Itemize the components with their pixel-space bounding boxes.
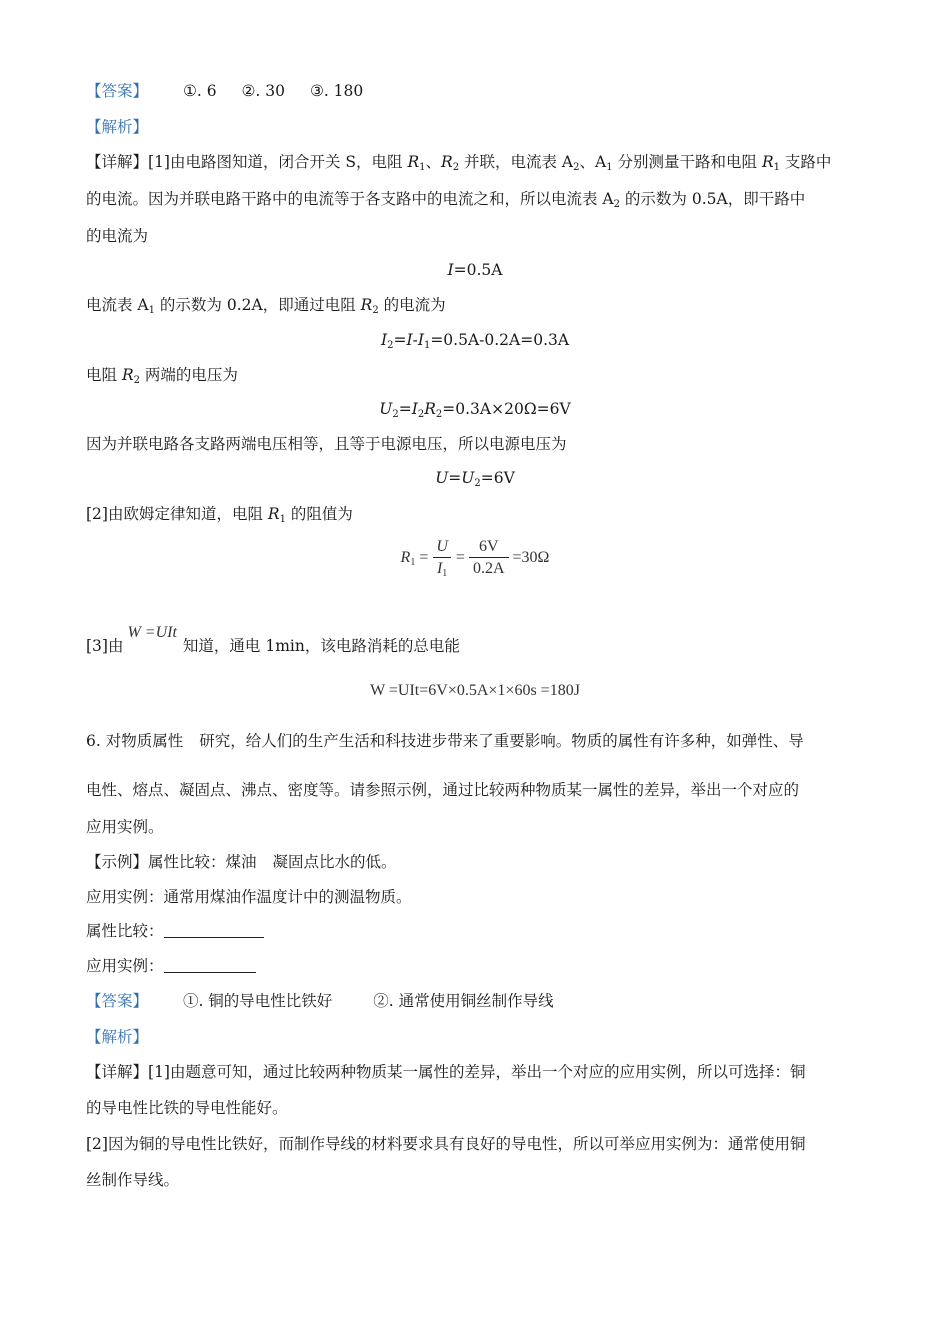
detail-label: 【详解】 [86,1063,149,1081]
q6-stem-line-2: 电性、熔点、凝固点、沸点、密度等。请参照示例，通过比较两种物质某一属性的差异，举出一个对应的 [86,781,800,799]
formula-w-uit: W =UIt [127,624,177,641]
property-comparison-blank[interactable] [164,921,264,938]
q5-detail-line-8: [3]由W =UIt知道，通电 1min，该电路消耗的总电能 [86,624,460,655]
answer-3: ③. 180 [309,82,364,100]
fraction-values: $\frac{6V}{0.2A}$ [469,537,509,580]
equation-i2: $I_2=I-I_1=0.5A-0.2A=0.3A$ [380,331,570,351]
q6-stem-line-3: 应用实例。 [86,818,164,836]
equation-r1-fraction: $R_1$ = $\frac{U}{I_1}$ = $\frac{6V}{0.2A}$ =30Ω [400,537,550,579]
equation-current: I=0.5A [447,261,503,279]
q6-blank-property: 属性比较： [86,921,864,941]
equation-u2: $U_2=I_2R_2=0.3A\times 20\Omega=6V$ [379,400,571,420]
q6-answer-line [86,991,864,1011]
equation-u: $U=U_2=6V$ [435,469,515,489]
detail-label: 【详解】 [86,153,149,171]
answer-label: 【答案】 [86,82,149,100]
answer-1: ①. 6 [182,82,217,100]
answer-2: ②. 30 [241,82,285,100]
answer-label: 【答案】 [86,992,149,1010]
q6-detail-line-1: 【详解】[1]由题意可知，通过比较两种物质某一属性的差异，举出一个对应的应用实例，所以可选择：铜 [86,1063,806,1081]
q5-detail-line-4: 电流表 $A_1$ 的示数为 0.2A，即通过电阻 $R_2$ 的电流为 [86,296,446,316]
application-example-blank[interactable] [164,956,256,973]
q5-analysis-label: 【解析】 [86,118,149,136]
q6-analysis-label: 【解析】 [86,1028,149,1046]
q5-detail-line-1: 【详解】[1]由电路图知道，闭合开关 S，电阻 $R_1$、$R_2$ 并联，电流表 $A_2$、$A_1$ 分别测量干路和电阻 $R_1$ 支路中 [86,153,832,173]
q6-example-line-2: 应用实例：通常用煤油作温度计中的测温物质。 [86,888,412,906]
q5-detail-line-2: 的电流。因为并联电路干路中的电流等于各支路中的电流之和，所以电流表 $A_2$ 的示数为 0.5A，即干路中 [86,190,806,210]
q6-detail-line-3: [2]因为铜的导电性比铁好，而制作导线的材料要求具有良好的导电性，所以可举应用实例为：通常使用铜 [86,1135,806,1153]
q6-detail-line-2: 的导电性比铁的导电性能好。 [86,1099,288,1117]
q5-answer-line [86,81,864,101]
q5-detail-line-7: [2]由欧姆定律知道，电阻 $R_1$ 的阻值为 [86,505,353,525]
q5-detail-line-6: 因为并联电路各支路两端电压相等，且等于电源电压，所以电源电压为 [86,435,567,453]
q6-blank-application: 应用实例： [86,956,864,976]
q6-example-line-1: 【示例】属性比较：煤油 凝固点比水的低。 [86,853,397,871]
q6-detail-line-4: 丝制作导线。 [86,1171,180,1189]
answer-2: ②. 通常使用铜丝制作导线 [373,992,554,1010]
example-label: 【示例】 [86,853,149,871]
q5-detail-line-3: 的电流为 [86,227,149,245]
answer-1: ①. 铜的导电性比铁好 [182,992,333,1010]
fraction-u-over-i: $\frac{U}{I_1}$ [432,537,452,580]
q5-detail-line-5: 电阻 $R_2$ 两端的电压为 [86,366,238,386]
equation-total-energy: W =UIt=6V×0.5A×1×60s =180J [370,682,580,699]
q6-stem-line-1: 6. 对物质属性 研究，给人们的生产生活和科技进步带来了重要影响。物质的属性有许多种，如弹性、导 [86,732,804,750]
